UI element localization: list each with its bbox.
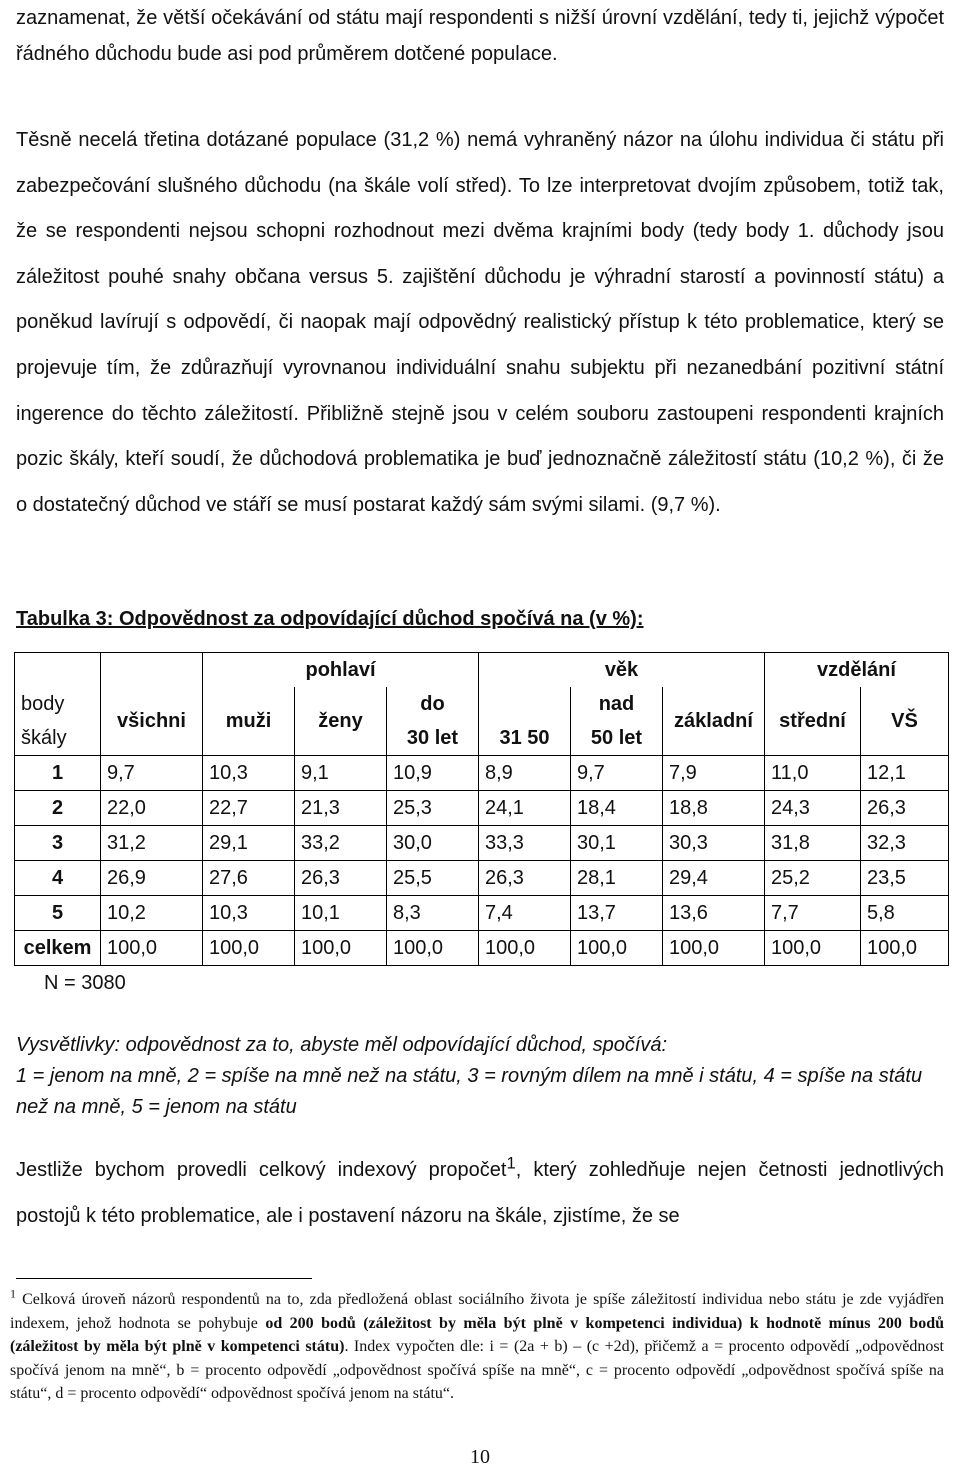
table-title: Tabulka 3: Odpovědnost za odpovídající důchod spočívá na (v %): bbox=[16, 608, 644, 630]
paragraph-intro: zaznamenat, že větší očekávání od státu mají respondenti s nižší úrovní vzdělání, tedy ti, jejichž výpočet řádného důchodu bude asi pod průměrem dotčené populace. bbox=[16, 7, 944, 65]
footnote-marker: 1 bbox=[10, 1286, 16, 1301]
paragraph-index-text-end: , který zohledňuje nejen četnosti jednotlivých postojů k této problematice, ale i postavení názoru na škále, zjistíme, že se bbox=[16, 1159, 944, 1227]
table-row bbox=[15, 791, 949, 826]
footnote-text-end: . Index vypočten dle: i = (2a + b) – (c +2d), přičemž a = procento odpovědí „odpovědnost spočívá jenom na mně“, b = procento odpovědí „odpovědnost spočívá spíše na mně“, c = procento odpovědí „odpovědnost spočívá spíše na státu“, d = procento odpovědí“ odpovědnost spočívá jenom na státu“. bbox=[10, 1338, 944, 1402]
footnote-reference[interactable]: 1 bbox=[506, 1153, 516, 1173]
table-cell: 26,3 bbox=[295, 861, 387, 896]
table-cell: 9,1 bbox=[295, 756, 387, 791]
table-cell: 100,0 bbox=[203, 931, 295, 966]
table-cell: 26,9 bbox=[101, 861, 203, 896]
table-cell: 12,1 bbox=[861, 756, 949, 791]
table-cell: 100,0 bbox=[663, 931, 765, 966]
table-row bbox=[15, 861, 949, 896]
header-vs: VŠ bbox=[861, 687, 949, 756]
table-cell: 30,1 bbox=[571, 826, 663, 861]
paragraph-analysis: Těsně necelá třetina dotázané populace (31,2 %) nemá vyhraněný názor na úlohu individua či státu při zabezpečování slušného důchodu (na škále volí střed). To lze interpretovat dvojím způsobem, totiž tak, že se respondenti nejsou schopni rozhodnout mezi dvěma krajními body (tedy body 1. důchody jsou záležitost pouhé snahy občana versus 5. zajištění důchodu je výhradní starostí a povinností státu) a poněkud lavírují s odpovědí, či naopak mají odpovědný realistický přístup k této problematice, který se projevuje tím, že zdůrazňují vyrovnanou individuální snahu subjektu při nezanedbání pozitivní státní ingerence do těchto záležitostí. Přibližně stejně jsou v celém souboru zastoupeni respondenti krajních pozic škály, kteří soudí, že důchodová problematika je buď jednoznačně záležitostí státu (10,2 %), či že o dostatečný důchod ve stáří se musí postarat každý sám svými silami. (9,7 %). bbox=[16, 129, 944, 516]
header-muzi: muži bbox=[203, 687, 295, 756]
table-cell: 7,9 bbox=[663, 756, 765, 791]
table-row-total bbox=[15, 931, 949, 966]
table-cell: 25,3 bbox=[387, 791, 479, 826]
table-cell: 24,3 bbox=[765, 791, 861, 826]
table-cell: 24,1 bbox=[479, 791, 571, 826]
table-cell: 29,1 bbox=[203, 826, 295, 861]
row-label: 1 bbox=[15, 756, 101, 791]
table-cell: 23,5 bbox=[861, 861, 949, 896]
row-label: 5 bbox=[15, 896, 101, 931]
table-cell: 5,8 bbox=[861, 896, 949, 931]
row-label: celkem bbox=[15, 931, 101, 966]
header-nad50-top: nad bbox=[598, 693, 635, 715]
footnote-bold-text: od 200 bodů (záležitost by měla být plně v kompetenci individua) k hodnotě mínus 200 bodů (záležitost by měla být plně v kompetenci státu) bbox=[10, 1314, 945, 1355]
table-cell: 11,0 bbox=[765, 756, 861, 791]
header-zeny: ženy bbox=[295, 687, 387, 756]
table-cell: 32,3 bbox=[861, 826, 949, 861]
table-cell: 10,3 bbox=[203, 756, 295, 791]
empty-header-cell bbox=[101, 653, 203, 688]
legend-scale: 1 = jenom na mně, 2 = spíše na mně než na státu, 3 = rovným dílem na mně i státu, 4 = spíše na státu než na mně, 5 = jenom na státu bbox=[16, 1065, 923, 1118]
paragraph-index-text-start: Jestliže bychom provedli celkový indexový propočet bbox=[16, 1159, 507, 1181]
sample-size-note: N = 3080 bbox=[44, 972, 126, 994]
table-cell: 8,3 bbox=[387, 896, 479, 931]
table-cell: 33,2 bbox=[295, 826, 387, 861]
table-cell: 100,0 bbox=[295, 931, 387, 966]
table-cell: 100,0 bbox=[571, 931, 663, 966]
header-stredni: střední bbox=[765, 687, 861, 756]
table-cell: 100,0 bbox=[387, 931, 479, 966]
table-cell: 8,9 bbox=[479, 756, 571, 791]
table-cell: 100,0 bbox=[861, 931, 949, 966]
table-cell: 10,3 bbox=[203, 896, 295, 931]
table-cell: 26,3 bbox=[479, 861, 571, 896]
table-cell: 10,1 bbox=[295, 896, 387, 931]
table-row bbox=[15, 896, 949, 931]
header-do30-top: do bbox=[420, 693, 445, 715]
table-cell: 100,0 bbox=[101, 931, 203, 966]
responsibility-table bbox=[14, 652, 949, 966]
table-cell: 18,8 bbox=[663, 791, 765, 826]
header-nad50 bbox=[571, 687, 663, 756]
footnote bbox=[10, 1288, 944, 1406]
page-number: 10 bbox=[470, 1446, 490, 1468]
footnote-divider bbox=[16, 1278, 312, 1279]
table-cell: 21,3 bbox=[295, 791, 387, 826]
table-row bbox=[15, 756, 949, 791]
column-header-row bbox=[15, 687, 949, 756]
table-cell: 27,6 bbox=[203, 861, 295, 896]
row-label: 4 bbox=[15, 861, 101, 896]
paragraph-index bbox=[16, 1148, 944, 1239]
table-cell: 9,7 bbox=[571, 756, 663, 791]
table-cell: 13,7 bbox=[571, 896, 663, 931]
table-cell: 9,7 bbox=[101, 756, 203, 791]
header-do30-bottom: 30 let bbox=[406, 727, 459, 749]
row-label: 3 bbox=[15, 826, 101, 861]
table-cell: 100,0 bbox=[479, 931, 571, 966]
row-label: 2 bbox=[15, 791, 101, 826]
table-cell: 7,7 bbox=[765, 896, 861, 931]
header-zakladni: základní bbox=[663, 687, 765, 756]
table-cell: 33,3 bbox=[479, 826, 571, 861]
table-cell: 30,3 bbox=[663, 826, 765, 861]
table-cell: 10,9 bbox=[387, 756, 479, 791]
footnote-text-start: Celková úroveň názorů respondentů na to, zda předložená oblast sociálního života je spíše záležitostí individua nebo státu je zde vyjádřen indexem, jehož hodnota se pohybuje bbox=[10, 1291, 944, 1332]
table-cell: 7,4 bbox=[479, 896, 571, 931]
header-vek: věk bbox=[479, 653, 765, 688]
table-cell: 22,0 bbox=[101, 791, 203, 826]
header-pohlavi: pohlaví bbox=[203, 653, 479, 688]
table-cell: 18,4 bbox=[571, 791, 663, 826]
table-cell: 10,2 bbox=[101, 896, 203, 931]
table-cell: 22,7 bbox=[203, 791, 295, 826]
header-do30 bbox=[387, 687, 479, 756]
table-cell: 31,8 bbox=[765, 826, 861, 861]
header-nad50-bottom: 50 let bbox=[590, 727, 643, 749]
empty-corner-cell bbox=[15, 653, 101, 688]
header-31-50 bbox=[479, 687, 571, 756]
table-cell: 29,4 bbox=[663, 861, 765, 896]
header-vzdelani: vzdělání bbox=[765, 653, 949, 688]
table-cell: 100,0 bbox=[765, 931, 861, 966]
header-body-skaly: body škály bbox=[15, 687, 101, 756]
header-vsichni: všichni bbox=[101, 687, 203, 756]
table-cell: 25,2 bbox=[765, 861, 861, 896]
table-row bbox=[15, 826, 949, 861]
table-cell: 28,1 bbox=[571, 861, 663, 896]
legend-heading: Vysvětlivky: odpovědnost za to, abyste měl odpovídající důchod, spočívá: bbox=[16, 1034, 668, 1056]
table-cell: 13,6 bbox=[663, 896, 765, 931]
group-header-row bbox=[15, 653, 949, 688]
table-cell: 31,2 bbox=[101, 826, 203, 861]
table-cell: 30,0 bbox=[387, 826, 479, 861]
table-cell: 25,5 bbox=[387, 861, 479, 896]
legend bbox=[16, 1030, 944, 1123]
table-cell: 26,3 bbox=[861, 791, 949, 826]
header-31-50-label: 31 50 bbox=[499, 727, 550, 749]
